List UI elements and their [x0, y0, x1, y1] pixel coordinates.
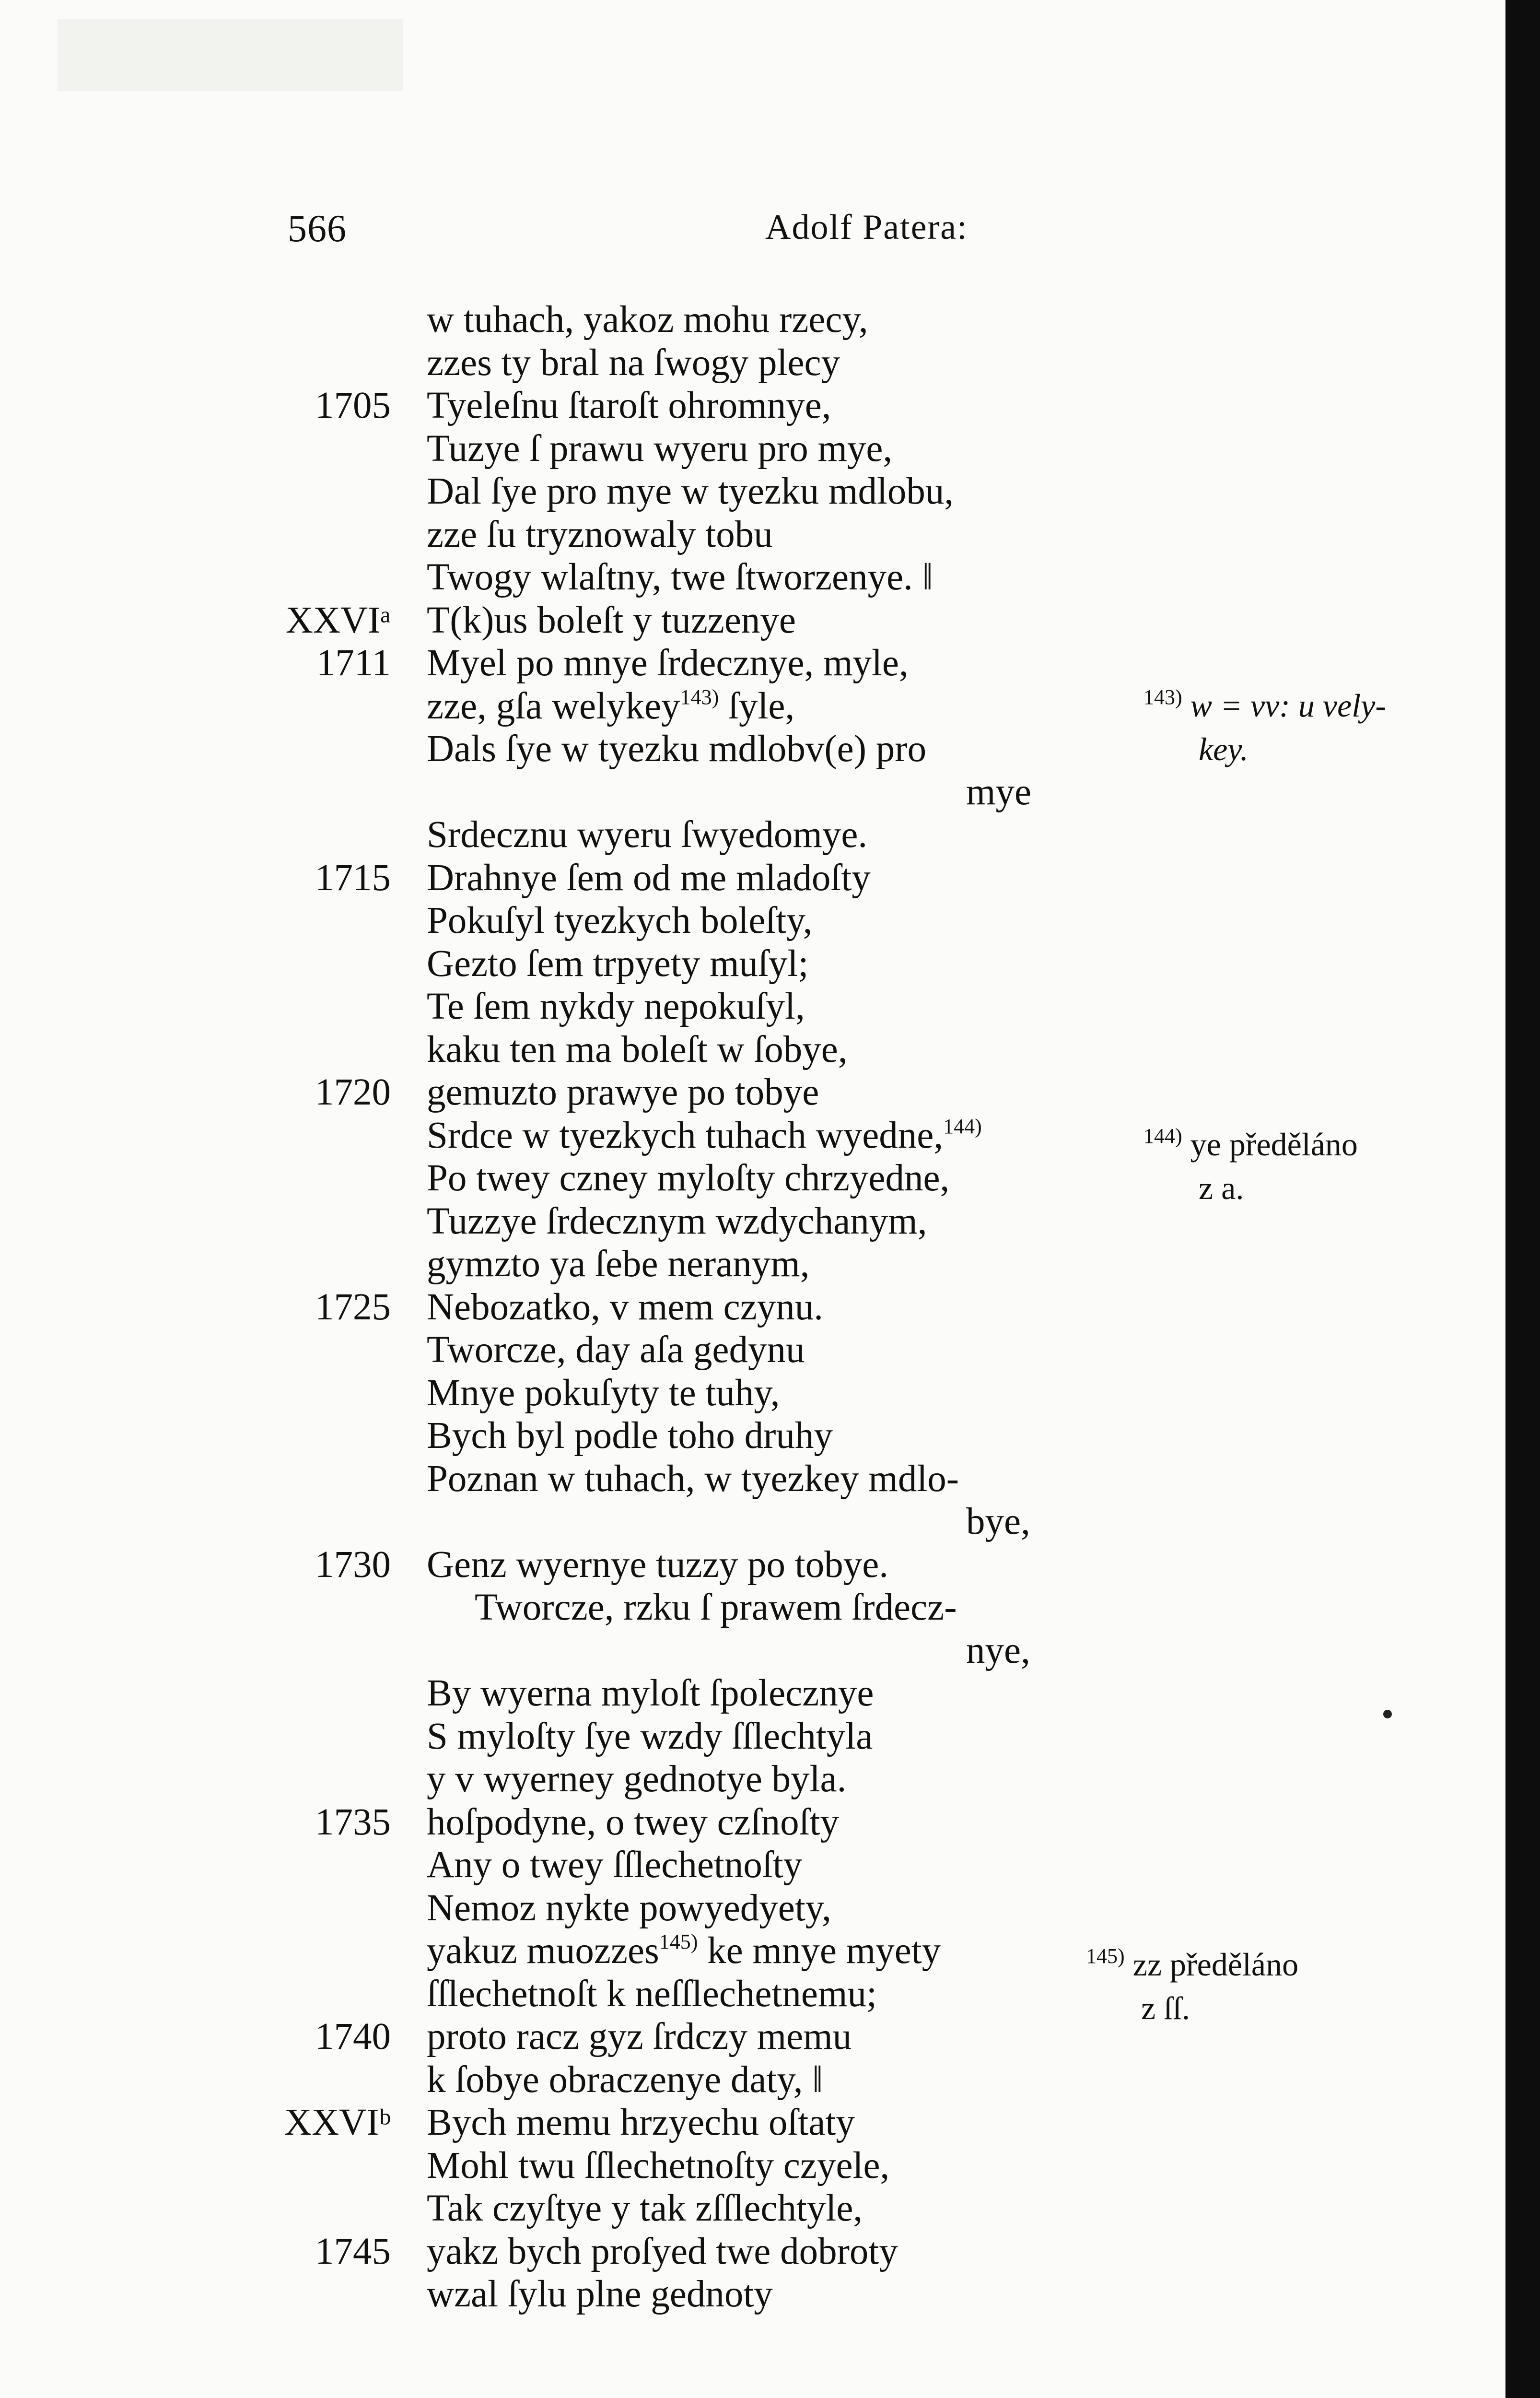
verse-text	[427, 1414, 833, 1458]
verse-text	[427, 470, 954, 513]
verse-line	[268, 1286, 1117, 1329]
verse-text-block	[268, 298, 1117, 2316]
line-number: XXVIᵇ	[284, 2102, 391, 2143]
verse-text-segment: wzal ſylu plne gednoty	[427, 2273, 773, 2315]
verse-text	[427, 1328, 805, 1372]
verse-text-segment: w tuhach, yakoz mohu rzecy,	[427, 299, 868, 341]
verse-text	[427, 1071, 819, 1114]
verse-line	[268, 1887, 1117, 1930]
verse-text-segment: yakz bych proſyed twe dobroty	[427, 2230, 898, 2272]
verse-line	[268, 2230, 1117, 2273]
verse-line	[268, 1414, 1117, 1458]
verse-line	[268, 1114, 1117, 1157]
verse-text-segment: Srdce w tyezkych tuhach wyedne,	[427, 1114, 944, 1156]
footnote-reference: 144)	[943, 1114, 982, 1138]
verse-line	[268, 384, 1117, 427]
verse-line	[268, 685, 1117, 728]
verse-text-segment: Tuzye ſ prawu wyeru pro mye,	[427, 427, 893, 470]
verse-text	[427, 813, 867, 857]
verse-line	[268, 985, 1117, 1028]
verse-text-segment: Poznan w tuhach, w tyezkey mdlo-	[427, 1458, 959, 1500]
verse-text-segment: Tworcze, rzku ſ prawem ſrdecz-	[475, 1587, 957, 1628]
verse-line	[268, 728, 1117, 771]
verse-line	[268, 1157, 1117, 1200]
verse-text-segment: By wyerna myloſt ſpolecznye	[427, 1672, 874, 1714]
verse-text	[427, 2015, 852, 2058]
verse-text-segment: nye,	[966, 1629, 1030, 1671]
verse-line	[268, 899, 1117, 942]
verse-text-segment: ſyle,	[719, 685, 795, 727]
verse-text	[427, 1372, 780, 1415]
verse-text-segment: zzes ty bral na ſwogy plecy	[427, 341, 840, 384]
verse-line	[268, 1500, 1117, 1543]
verse-text	[427, 728, 926, 771]
line-number: 1735	[315, 1801, 391, 1843]
verse-text	[427, 1028, 848, 1071]
verse-text-segment: yakuz muozzes	[427, 1930, 659, 1972]
verse-text	[427, 384, 831, 427]
verse-line	[268, 2144, 1117, 2187]
verse-text	[427, 1672, 874, 1715]
line-number: 1705	[315, 385, 391, 426]
verse-line	[268, 1973, 1117, 2016]
line-number: 1740	[315, 2016, 391, 2057]
verse-line	[268, 2187, 1117, 2230]
verse-text-segment: Tuzzye ſrdecznym wzdychanym,	[427, 1200, 927, 1242]
verse-text	[427, 942, 808, 986]
footnote-text: ye předěláno	[1190, 1126, 1358, 1163]
verse-text-segment: Myel po mnye ſrdecznye, myle,	[427, 642, 909, 684]
verse-text	[427, 1114, 982, 1163]
line-number: 1745	[315, 2230, 391, 2272]
verse-text	[427, 1243, 810, 1286]
verse-text-segment: bye,	[966, 1501, 1030, 1542]
verse-text	[427, 2273, 773, 2316]
verse-continuation	[966, 1629, 1030, 1672]
verse-line	[268, 599, 1117, 642]
verse-text	[427, 1458, 959, 1501]
verse-continuation	[966, 771, 1031, 814]
footnote-text: w = vv: u vely-	[1190, 687, 1386, 724]
verse-text	[427, 1543, 888, 1587]
running-head: Adolf Patera:	[765, 208, 968, 247]
verse-text	[427, 2058, 823, 2102]
verse-line	[268, 1929, 1117, 1973]
verse-line	[268, 1458, 1117, 1501]
verse-text-segment: Mohl twu ſſlechetnoſty czyele,	[427, 2144, 890, 2186]
verse-line	[268, 857, 1117, 900]
verse-line	[268, 513, 1117, 556]
verse-text	[427, 685, 794, 733]
verse-line	[268, 1543, 1117, 1587]
page-header	[288, 207, 1002, 260]
verse-text	[427, 427, 892, 470]
page-number: 566	[288, 208, 347, 250]
footnote-number: 143)	[1143, 685, 1182, 709]
verse-text	[475, 1586, 957, 1629]
verse-line	[268, 1672, 1117, 1715]
line-number: 1725	[315, 1286, 391, 1328]
footnote-145	[1086, 1945, 1298, 2028]
verse-line	[268, 642, 1117, 685]
verse-line	[268, 1844, 1117, 1887]
verse-line	[268, 1243, 1117, 1286]
verse-line	[268, 1801, 1117, 1844]
verse-text-segment: Any o twey ſſlechetnoſty	[427, 1844, 803, 1886]
verse-text-segment: Tak czyſtye y tak zſſlechtyle,	[427, 2187, 863, 2229]
verse-text-segment: Dal ſye pro mye w tyezku mdlobu,	[427, 470, 954, 512]
verse-text-segment: Tyeleſnu ſtaroſt ohromnye,	[427, 385, 831, 426]
footnote-reference: 145)	[659, 1930, 698, 1953]
verse-line	[268, 470, 1117, 513]
verse-text-segment: proto racz gyz ſrdczy memu	[427, 2016, 852, 2057]
verse-continuation	[966, 1500, 1030, 1543]
verse-text	[427, 2101, 855, 2144]
footnote-text-continued: z a.	[1199, 1170, 1244, 1206]
verse-text-segment: k ſobye obraczenye daty, ‖	[427, 2058, 823, 2101]
verse-line	[268, 1372, 1117, 1415]
verse-text	[427, 642, 909, 685]
verse-line	[268, 813, 1117, 857]
verse-text	[427, 1157, 949, 1200]
verse-text	[427, 1929, 941, 1978]
verse-text-segment: S myloſty ſye wzdy ſſlechtyla	[427, 1715, 873, 1757]
verse-line	[268, 1586, 1117, 1629]
scan-smudge	[58, 19, 403, 91]
verse-text	[427, 1758, 846, 1801]
verse-text	[427, 556, 933, 599]
verse-text-segment: hoſpodyne, o twey czſnoſty	[427, 1801, 840, 1843]
verse-text	[427, 1973, 877, 2016]
footnote-text: zz předěláno	[1132, 1946, 1299, 1983]
line-number: 1715	[315, 857, 391, 899]
verse-text	[427, 985, 805, 1028]
verse-line	[268, 1028, 1117, 1071]
verse-line	[268, 1758, 1117, 1801]
verse-line	[268, 556, 1117, 599]
verse-text	[427, 341, 840, 385]
line-number: 1711	[316, 642, 391, 684]
verse-text-segment: zze ſu tryznowaly tobu	[427, 513, 773, 555]
verse-text	[427, 899, 813, 942]
verse-text	[427, 1887, 831, 1930]
verse-text-segment: Tworcze, day aſa gedynu	[427, 1329, 805, 1371]
verse-text-segment: T(k)us boleſt y tuzzenye	[427, 599, 796, 641]
verse-text-segment: gemuzto prawye po tobye	[427, 1071, 819, 1113]
line-number: XXVIᵃ	[285, 599, 391, 641]
verse-text-segment: Bych memu hrzyechu oſtaty	[427, 2102, 855, 2143]
verse-text-segment: gymzto ya ſebe neranym,	[427, 1243, 810, 1285]
verse-line	[268, 1071, 1117, 1114]
verse-text-segment: Te ſem nykdy nepokuſyl,	[427, 986, 805, 1027]
verse-text-segment: Nemoz nykte powyedyety,	[427, 1887, 831, 1929]
verse-text	[427, 298, 868, 341]
verse-text-segment: Pokuſyl tyezkych boleſty,	[427, 900, 813, 941]
verse-line	[268, 1629, 1117, 1672]
verse-text-segment: Mnye pokuſyty te tuhy,	[427, 1372, 780, 1414]
verse-line	[268, 942, 1117, 986]
verse-line	[268, 771, 1117, 814]
scan-edge-right	[1505, 0, 1540, 2398]
verse-text-segment: Srdecznu wyeru ſwyedomye.	[427, 814, 868, 856]
verse-text-segment: Gezto ſem trpyety muſyl;	[427, 942, 809, 985]
verse-text-segment: y v wyerney gednotye byla.	[427, 1758, 847, 1800]
verse-text-segment: ke mnye myety	[698, 1930, 941, 1972]
verse-text-segment: kaku ten ma boleſt w ſobye,	[427, 1028, 848, 1070]
line-number: 1720	[315, 1071, 391, 1113]
verse-line	[268, 427, 1117, 470]
verse-text-segment: Dals ſye w tyezku mdlobv(e) pro	[427, 728, 927, 770]
verse-line	[268, 2058, 1117, 2102]
verse-text-segment: Nebozatko, v mem czynu.	[427, 1286, 824, 1328]
verse-text-segment: Drahnye ſem od me mladoſty	[427, 857, 871, 899]
verse-line	[268, 341, 1117, 385]
verse-text	[427, 1844, 802, 1887]
verse-text-segment: Twogy wlaſtny, twe ſtworzenye. ‖	[427, 556, 933, 598]
verse-text	[427, 1801, 839, 1844]
footnote-143	[1143, 686, 1386, 769]
verse-text	[427, 2187, 863, 2230]
verse-text	[427, 1200, 927, 1243]
footnote-reference: 143)	[680, 685, 719, 709]
verse-line	[268, 298, 1117, 341]
scan-speck	[1383, 1710, 1392, 1718]
verse-line	[268, 1328, 1117, 1372]
verse-text-segment: Bych byl podle toho druhy	[427, 1415, 833, 1457]
verse-line	[268, 2273, 1117, 2316]
footnote-text-continued: key.	[1199, 731, 1248, 767]
verse-text	[427, 1715, 873, 1758]
verse-text	[427, 857, 871, 900]
verse-text	[427, 2230, 898, 2273]
verse-text-segment: Genz wyernye tuzzy po tobye.	[427, 1543, 889, 1586]
footnote-text-continued: z ſſ.	[1141, 1990, 1190, 2026]
verse-text	[427, 2144, 889, 2187]
verse-text-segment: ſſlechetnoſt k neſſlechetnemu;	[427, 1973, 877, 2015]
footnote-144	[1143, 1125, 1358, 1208]
footnote-number: 144)	[1143, 1124, 1182, 1148]
verse-text	[427, 1286, 823, 1329]
line-number: 1730	[315, 1543, 391, 1586]
verse-line	[268, 1715, 1117, 1758]
verse-line	[268, 1200, 1117, 1243]
verse-text	[427, 513, 773, 556]
verse-line	[268, 2015, 1117, 2058]
footnote-number: 145)	[1086, 1944, 1125, 1968]
verse-text-segment: zze, gſa welykey	[427, 685, 680, 727]
verse-line	[268, 2101, 1117, 2144]
verse-text	[427, 599, 796, 642]
verse-text-segment: Po twey czney myloſty chrzyedne,	[427, 1157, 950, 1199]
verse-text-segment: mye	[966, 771, 1032, 813]
